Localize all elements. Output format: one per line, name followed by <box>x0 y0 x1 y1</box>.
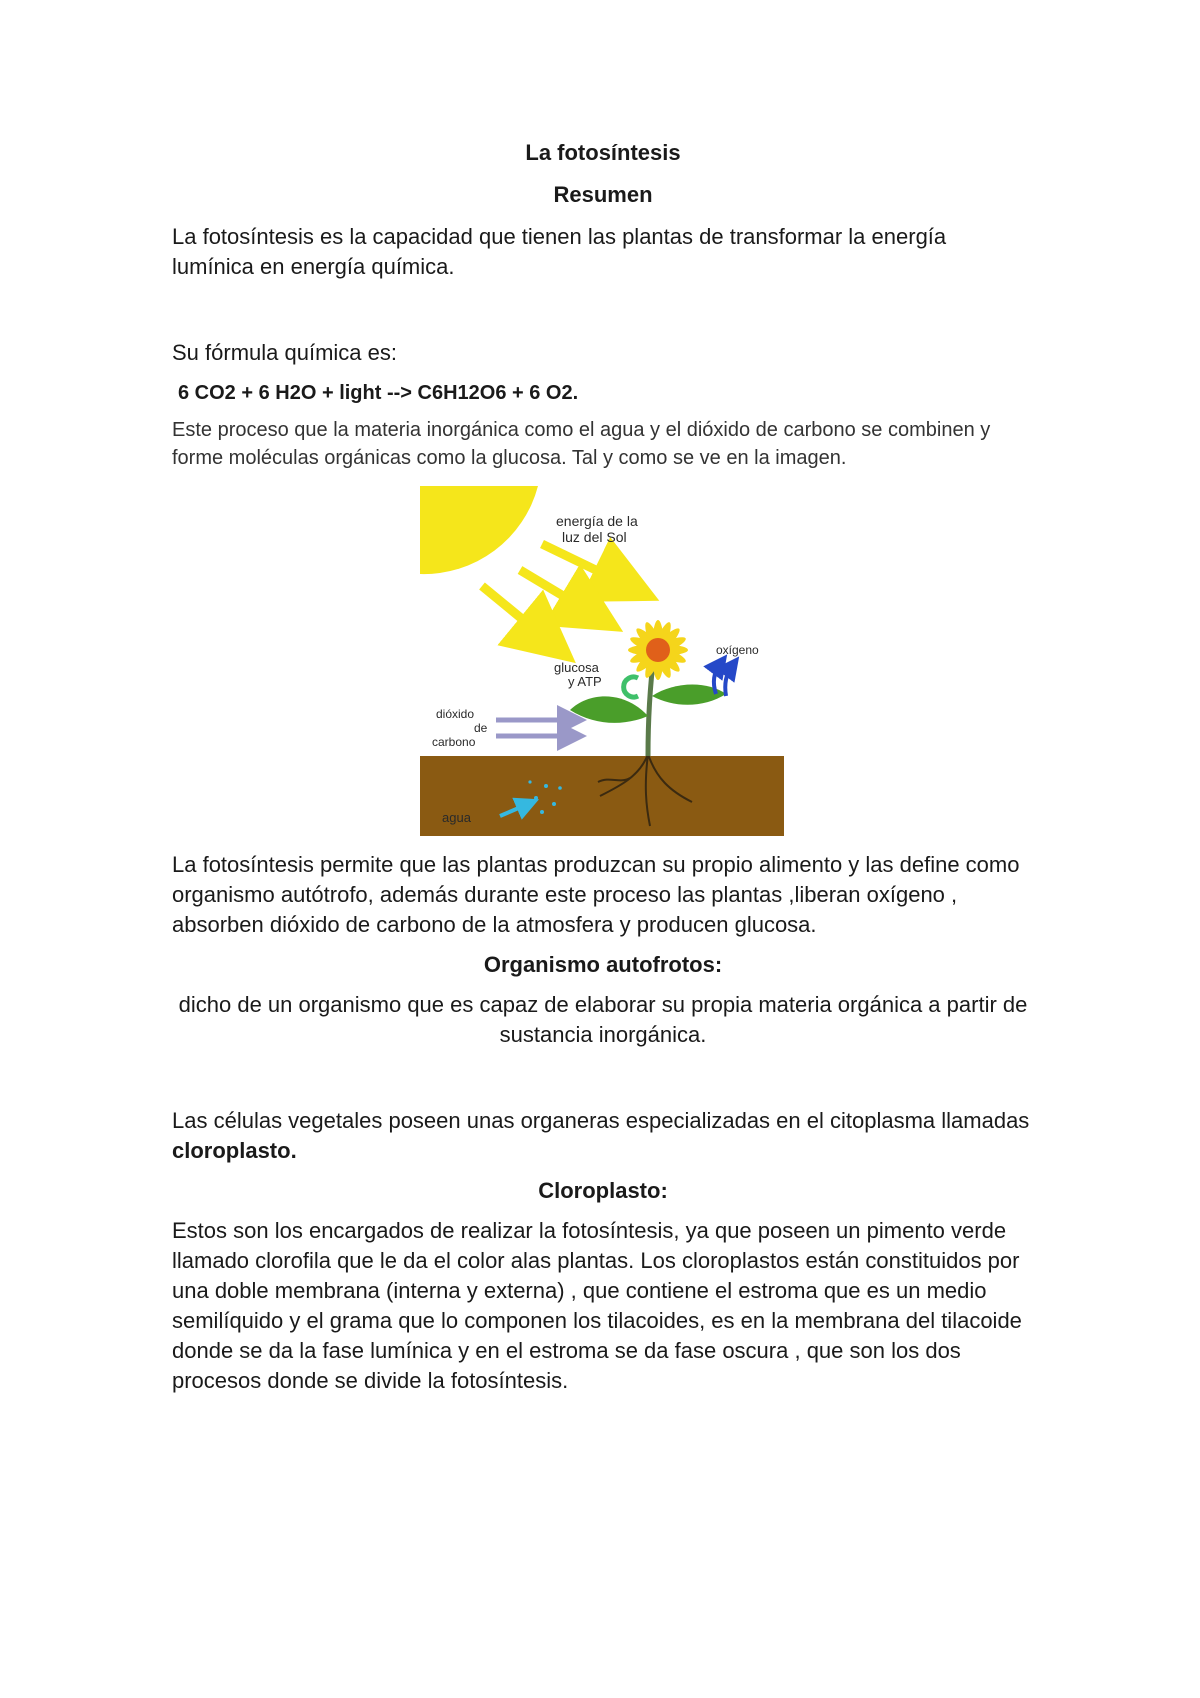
sunray-2 <box>520 570 600 618</box>
glucose-arrow <box>624 677 638 697</box>
oxygen-arrow-2 <box>725 666 732 696</box>
leaf-left <box>570 696 648 722</box>
label-co2-1: dióxido <box>436 707 475 721</box>
label-glucose-1: glucosa <box>554 660 599 675</box>
label-glucose-2: y ATP <box>568 674 602 689</box>
sunflower <box>628 620 688 680</box>
sun-shape <box>420 486 538 574</box>
sunray-1 <box>542 544 635 589</box>
document-page <box>172 140 1034 1396</box>
cells-bold-term: cloroplasto. <box>172 1138 297 1163</box>
section-heading-cloroplasto: Cloroplasto: <box>538 1178 668 1203</box>
label-co2-3: carbono <box>432 735 476 749</box>
formula-intro: Su fórmula química es: <box>172 340 397 365</box>
section-heading-resumen: Resumen <box>553 182 653 207</box>
section-heading-organismo: Organismo autofrotos: <box>483 952 723 977</box>
label-co2-2: de <box>474 721 488 735</box>
cells-text: Las células vegetales poseen unas organeras especializadas en el citoplasma llamadas <box>172 1108 1030 1133</box>
paragraph-autotroph: La fotosíntesis permite que las plantas produzcan su propio alimento y las define como organismo autótrofo, además durante este proceso las plantas ,liberan oxígeno , absorben dióxido de carbono de la atmosfera y producen glucosa. <box>172 852 1020 937</box>
label-water: agua <box>442 810 471 825</box>
paragraph-cells <box>172 1106 1034 1166</box>
chemical-formula: 6 CO2 + 6 H2O + light --> C6H12O6 + 6 O2. <box>178 382 579 404</box>
page-title: La fotosíntesis <box>525 140 681 165</box>
photosynthesis-diagram <box>420 486 784 836</box>
paragraph-definition: La fotosíntesis es la capacidad que tienen las plantas de transformar la energía lumínica en energía química. <box>172 224 947 279</box>
paragraph-process: Este proceso que la materia inorgánica como el agua y el dióxido de carbono se combinen y forme moléculas orgánicas como la glucosa. Tal y como se ve en la imagen. <box>172 419 991 469</box>
label-sun-2: luz del Sol <box>562 529 627 545</box>
paragraph-organismo-definition: dicho de un organismo que es capaz de elaborar su propia materia orgánica a partir de sustancia inorgánica. <box>178 992 1028 1047</box>
label-oxygen: oxígeno <box>716 643 759 657</box>
label-sun-1: energía de la <box>556 513 638 529</box>
sunray-3 <box>482 586 555 646</box>
paragraph-cloroplasto: Estos son los encargados de realizar la fotosíntesis, ya que poseen un pimento verde llamado clorofila que le da el color alas plantas. Los cloroplastos están constituidos por una doble membrana (interna y externa) , que contiene el estroma que es un medio semilíquido y el grama que lo componen los tilacoides, es en la membrana del tilacoide donde se da la fase lumínica y en el estroma se da fase oscura , que son los dos procesos donde se divide la fotosíntesis. <box>172 1218 1022 1393</box>
